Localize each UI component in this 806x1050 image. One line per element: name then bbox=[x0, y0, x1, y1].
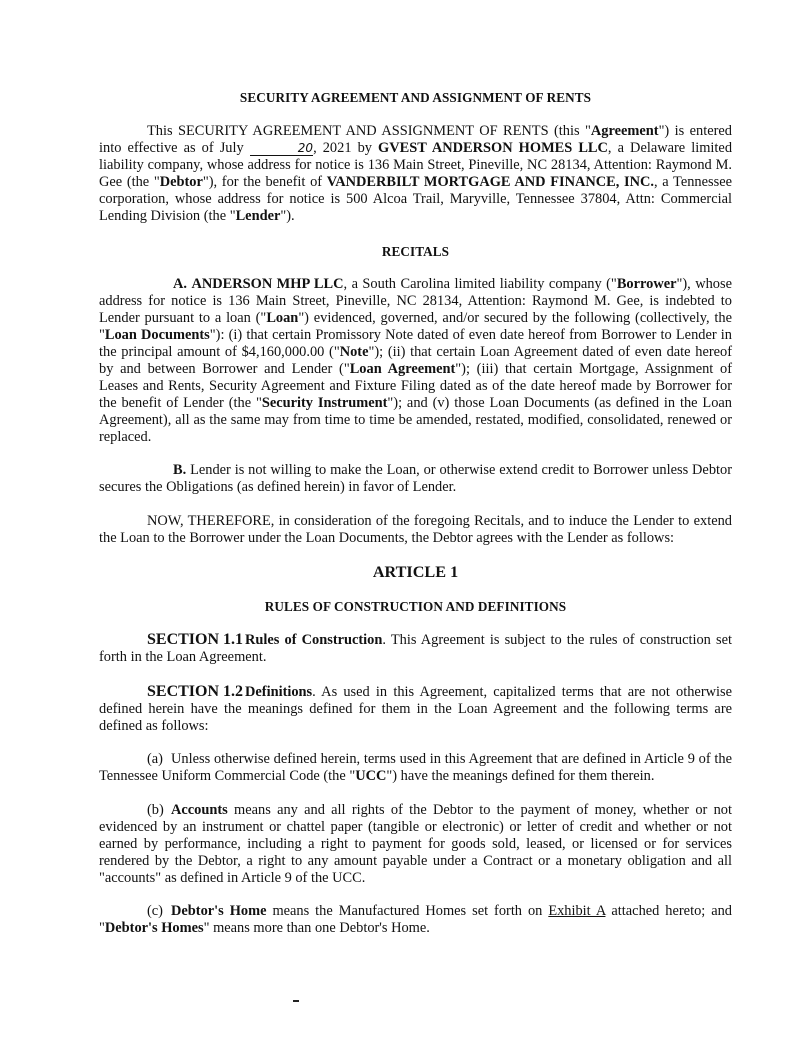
section-1-2-number: SECTION 1.2 bbox=[147, 683, 244, 700]
now-therefore-paragraph: NOW, THEREFORE, in consideration of the foregoing Recitals, and to induce the Lender to extend the Loan to the Borrower under the Loan Documents, the Debtor agrees with the Lender as follows: bbox=[99, 513, 732, 546]
item-c-label: (c) bbox=[147, 903, 163, 919]
document-title: SECURITY AGREEMENT AND ASSIGNMENT OF RENTS bbox=[239, 90, 592, 105]
recital-a-label: A. bbox=[173, 276, 187, 292]
date-blank-handwritten: 20 bbox=[250, 142, 313, 156]
definition-item-b: (b) Accounts means any and all rights of the Debtor to the payment of money, whether or not evidenced by an instrument or chattel paper (tangible or electronic) or letter of credit and whether or not earned by performance, including a right to payment for goods sold, leased, or licensed or for services rendered by the Debtor, a right to any amount payable under a Contract or a monetary obligation and all "accounts" as defined in Article 9 of the UCC. bbox=[99, 802, 732, 886]
item-a-label: (a) bbox=[147, 751, 163, 767]
section-1-1-number: SECTION 1.1 bbox=[147, 631, 244, 648]
recital-b: B. Lender is not willing to make the Loan, or otherwise extend credit to Borrower unless Debtor secures the Obligations (as defined herein) in favor of Lender. bbox=[99, 462, 732, 495]
exhibit-a-reference: Exhibit A bbox=[548, 903, 606, 919]
item-b-label: (b) bbox=[147, 802, 164, 818]
article-subheading: RULES OF CONSTRUCTION AND DEFINITIONS bbox=[264, 599, 567, 614]
definition-item-c: (c) Debtor's Home means the Manufactured Homes set forth on Exhibit A attached hereto; and "Debtor's Homes" means more than one Debtor's Home. bbox=[99, 903, 732, 936]
recital-a: A. ANDERSON MHP LLC, a South Carolina limited liability company ("Borrower"), whose address for notice is 136 Main Street, Pineville, NC 28134, Attention: Raymond M. Gee, is indebted to Lender pursuant to a loan ("Loan") evidenced, governed, and/or secured by the following (collectively, the "Loan Documents"): (i) that certain Promissory Note dated of even date hereof from Borrower to Lender in the principal amount of $4,160,000.00 ("Note"); (ii) that certain Loan Agreement dated of even date hereof by and between Borrower and Lender ("Loan Agreement"); (iii) that certain Mortgage, Assignment of Leases and Rents, Security Agreement and Fixture Filing dated as of the date hereof made by Borrower for the benefit of Lender (the "Security Instrument"); and (v) those Loan Documents (as defined in the Loan Agreement), all as the same may from time to time be amended, restated, modified, consolidated, renewed or replaced. bbox=[99, 276, 733, 445]
section-1-2-name: Definitions bbox=[245, 684, 313, 700]
section-1-1-name: Rules of Construction bbox=[245, 632, 383, 648]
section-1-1: SECTION 1.1 Rules of Construction. This Agreement is subject to the rules of construction set forth in the Loan Agreement. bbox=[99, 631, 732, 665]
recitals-heading: RECITALS bbox=[381, 244, 450, 259]
page-mark bbox=[293, 1000, 299, 1002]
section-1-2: SECTION 1.2 Definitions. As used in this Agreement, capitalized terms that are not otherwise defined herein have the meanings defined for them in the Loan Agreement and the following terms are defined as follows: bbox=[99, 683, 732, 734]
recital-b-label: B. bbox=[173, 462, 187, 478]
intro-paragraph: This SECURITY AGREEMENT AND ASSIGNMENT OF RENTS (this "Agreement") is entered into effective as of July 20, 2021 by GVEST ANDERSON HOMES LLC, a Delaware limited liability company, whose address for notice is 136 Main Street, Pineville, NC 28134, Attention: Raymond M. Gee (the "Debtor"), for the benefit of VANDERBILT MORTGAGE AND FINANCE, INC., a Tennessee corporation, whose address for notice is 500 Alcoa Trail, Maryville, Tennessee 37804, Attn: Commercial Lending Division (the "Lender"). bbox=[99, 123, 733, 224]
article-heading: ARTICLE 1 bbox=[372, 563, 459, 581]
definition-item-a: (a) Unless otherwise defined herein, terms used in this Agreement that are defined in Article 9 of the Tennessee Uniform Commercial Code (the "UCC") have the meanings defined for them therein. bbox=[99, 751, 732, 784]
